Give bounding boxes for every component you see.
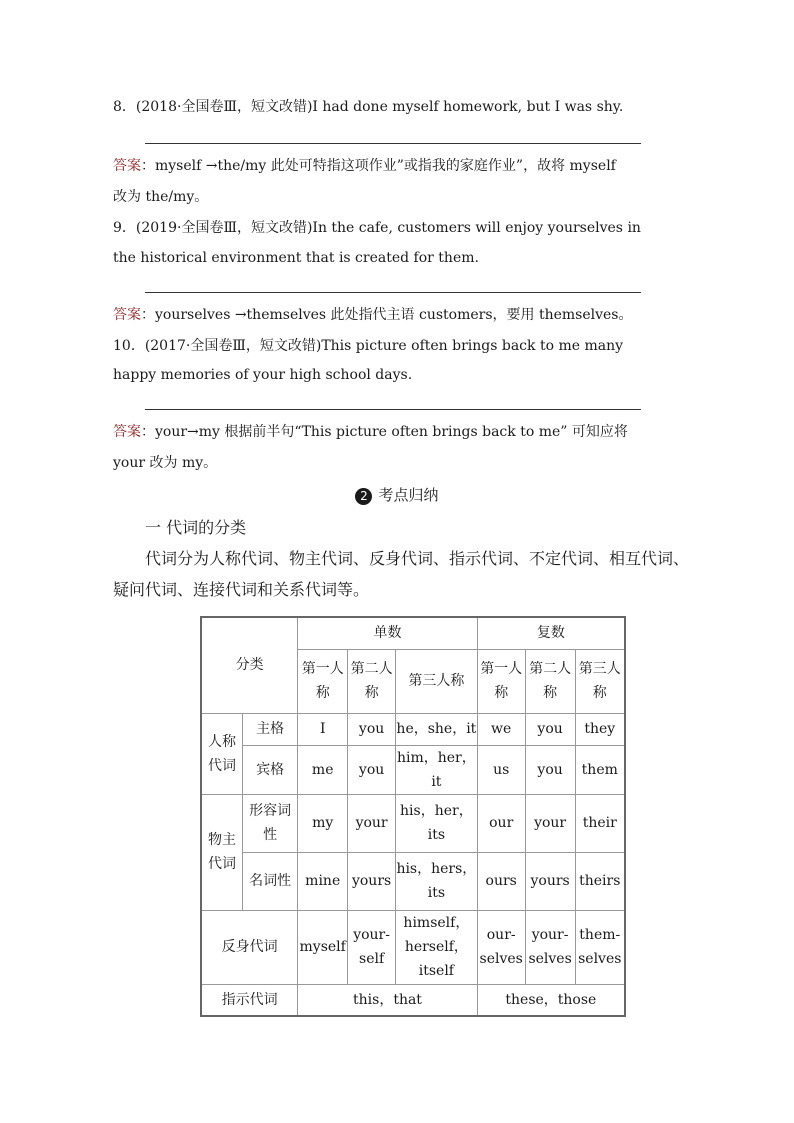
- table-header-person: 第二人称: [525, 649, 575, 713]
- paragraph-line2: 疑问代词、连接代词和关系代词等。: [113, 580, 370, 599]
- table-header-person: 第一人称: [477, 649, 525, 713]
- paragraph-line1: 代词分为人称代词、物主代词、反身代词、指示代词、不定代词、相互代词、: [145, 549, 690, 568]
- table-cell: his，hers，its: [396, 852, 478, 910]
- answer-label: 答案: [113, 424, 141, 440]
- q9-line1: 9．(2019·全国卷Ⅲ，短文改错)In the cafe, customers will enjoy yourselves in: [113, 220, 641, 236]
- q10-answer-line2: your 改为 my。: [113, 455, 218, 471]
- section-number-badge: 2: [355, 488, 372, 505]
- answer-text: ：yourselves →themselves 此处指代主语 customers，要用 themselves。: [141, 307, 633, 323]
- table-cell: your: [525, 794, 575, 852]
- q10-line2: happy memories of your high school days.: [113, 367, 413, 383]
- heading-pronoun-classes: 一 代词的分类: [145, 518, 247, 537]
- row-label-reflexive: 反身代词: [201, 910, 298, 984]
- table-cell: him，her，it: [396, 745, 478, 794]
- table-cell: mine: [298, 852, 348, 910]
- q10-answer: [113, 422, 683, 442]
- table-cell: my: [298, 794, 348, 852]
- table-cell: these，those: [477, 984, 625, 1016]
- table-header-plural: 复数: [477, 617, 625, 649]
- row-label-personal: 人称代词: [201, 713, 243, 794]
- section-title: 考点归纳: [378, 486, 439, 504]
- q9-line2: the historical environment that is created for them.: [113, 250, 479, 266]
- row-label-demonstrative: 指示代词: [201, 984, 298, 1016]
- table-cell: you: [525, 713, 575, 745]
- table-cell: your: [348, 794, 396, 852]
- table-cell: we: [477, 713, 525, 745]
- row-label-nominal: 名词性: [243, 852, 298, 910]
- table-cell: theirs: [575, 852, 625, 910]
- table-header-person: 第三人称: [396, 649, 478, 713]
- table-cell: us: [477, 745, 525, 794]
- q8-answer-line2: 改为 the/my。: [113, 189, 209, 205]
- table-cell: them: [575, 745, 625, 794]
- table-cell: yours: [525, 852, 575, 910]
- table-cell: I: [298, 713, 348, 745]
- q9-answer: [113, 305, 683, 325]
- table-cell: them-selves: [575, 910, 625, 984]
- table-cell: his，her，its: [396, 794, 478, 852]
- answer-line: [145, 292, 641, 293]
- row-label-possessive: 物主代词: [201, 794, 243, 910]
- table-cell: their: [575, 794, 625, 852]
- table-header-person: 第二人称: [348, 649, 396, 713]
- table-header-singular: 单数: [298, 617, 478, 649]
- row-label-adjectival: 形容词性: [243, 794, 298, 852]
- table-cell: you: [348, 713, 396, 745]
- table-cell: our: [477, 794, 525, 852]
- answer-text: ：your→my 根据前半句“This picture often brings back to me” 可知应将: [141, 424, 628, 440]
- table-cell: me: [298, 745, 348, 794]
- table-cell: they: [575, 713, 625, 745]
- table-cell: himself，herself，itself: [396, 910, 478, 984]
- answer-text: ：myself →the/my 此处可特指这项作业”或指我的家庭作业”，故将 myself: [141, 158, 616, 174]
- table-cell: you: [348, 745, 396, 794]
- table-header-person: 第一人称: [298, 649, 348, 713]
- answer-line: [145, 143, 641, 144]
- answer-label: 答案: [113, 307, 141, 323]
- q8-answer: [113, 156, 683, 176]
- q8-text: 8．(2018·全国卷Ⅲ，短文改错)I had done myself homework, but I was shy.: [113, 99, 624, 115]
- table-header-category: 分类: [201, 617, 298, 713]
- table-cell: he，she，it: [396, 713, 478, 745]
- table-cell: you: [525, 745, 575, 794]
- table-cell: your-self: [348, 910, 396, 984]
- table-cell: ours: [477, 852, 525, 910]
- table-header-person: 第三人称: [575, 649, 625, 713]
- table-cell: myself: [298, 910, 348, 984]
- table-cell: yours: [348, 852, 396, 910]
- table-cell: this，that: [298, 984, 478, 1016]
- row-label-subject: 主格: [243, 713, 298, 745]
- answer-line: [145, 409, 641, 410]
- pronoun-table: [200, 616, 626, 1017]
- answer-label: 答案: [113, 158, 141, 174]
- section-heading: [0, 484, 794, 505]
- q10-line1: 10．(2017·全国卷Ⅲ，短文改错)This picture often brings back to me many: [113, 338, 624, 354]
- row-label-object: 宾格: [243, 745, 298, 794]
- table-cell: your-selves: [525, 910, 575, 984]
- table-cell: our-selves: [477, 910, 525, 984]
